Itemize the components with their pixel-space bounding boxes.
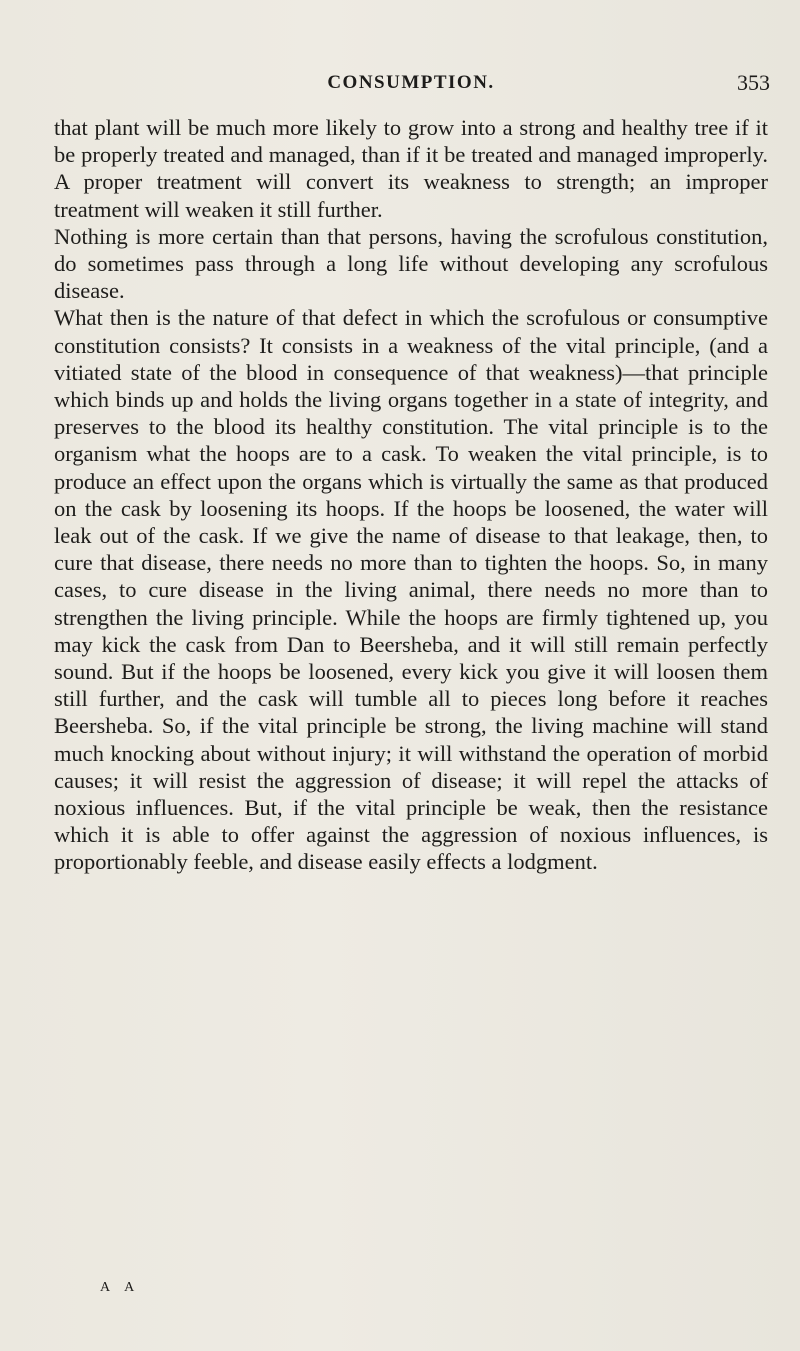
paragraph: What then is the nature of that defect in which the scrofulous or consumptive constitution consists? It consists in a weakness of the vital principle, (and a vitiated state of the blood in consequence of that weakness)—that principle which binds up and holds the living organs together in a state of integrity, and preserves to the blood its healthy constitution. The vital principle is to the organism what the hoops are to a cask. To weaken the vital principle, is to produce an effect upon the organs which is virtually the same as that produced on the cask by loosening its hoops. If the hoops be loosened, the water will leak out of the cask. If we give the name of disease to that leakage, then, to cure that disease, there needs no more than to tighten the hoops. So, in many cases, to cure disease in the living animal, there needs no more than to strengthen the living principle. While the hoops are firmly tightened up, you may kick the cask from Dan to Beersheba, and it will still remain perfectly sound. But if the hoops be loosened, every kick you give it will loosen them still further, and the cask will tumble all to pieces long before it reaches Beersheba. So, if the vital principle be strong, the living machine will stand much knocking about without injury; it will withstand the operation of morbid causes; it will resist the aggression of disease; it will repel the attacks of noxious influences. But, if the vital principle be weak, then the resistance which it is able to offer against the aggression of noxious influences, is proportionably feeble, and disease easily effects a lodgment.: [54, 305, 768, 875]
body-text: [54, 114, 768, 876]
paragraph: that plant will be much more likely to grow into a strong and healthy tree if it be properly treated and managed, than if it be treated and managed improperly. A proper treatment will convert its weakness to strength; an improper treatment will weaken it still further.: [54, 115, 768, 222]
paragraph: Nothing is more certain than that persons, having the scrofulous constitution, do sometimes pass through a long life without developing any scrofulous disease.: [54, 223, 768, 304]
running-head: [52, 72, 770, 102]
page-number: 353: [737, 70, 770, 95]
chapter-title: CONSUMPTION.: [327, 72, 495, 93]
signature-mark: A A: [100, 1280, 141, 1295]
